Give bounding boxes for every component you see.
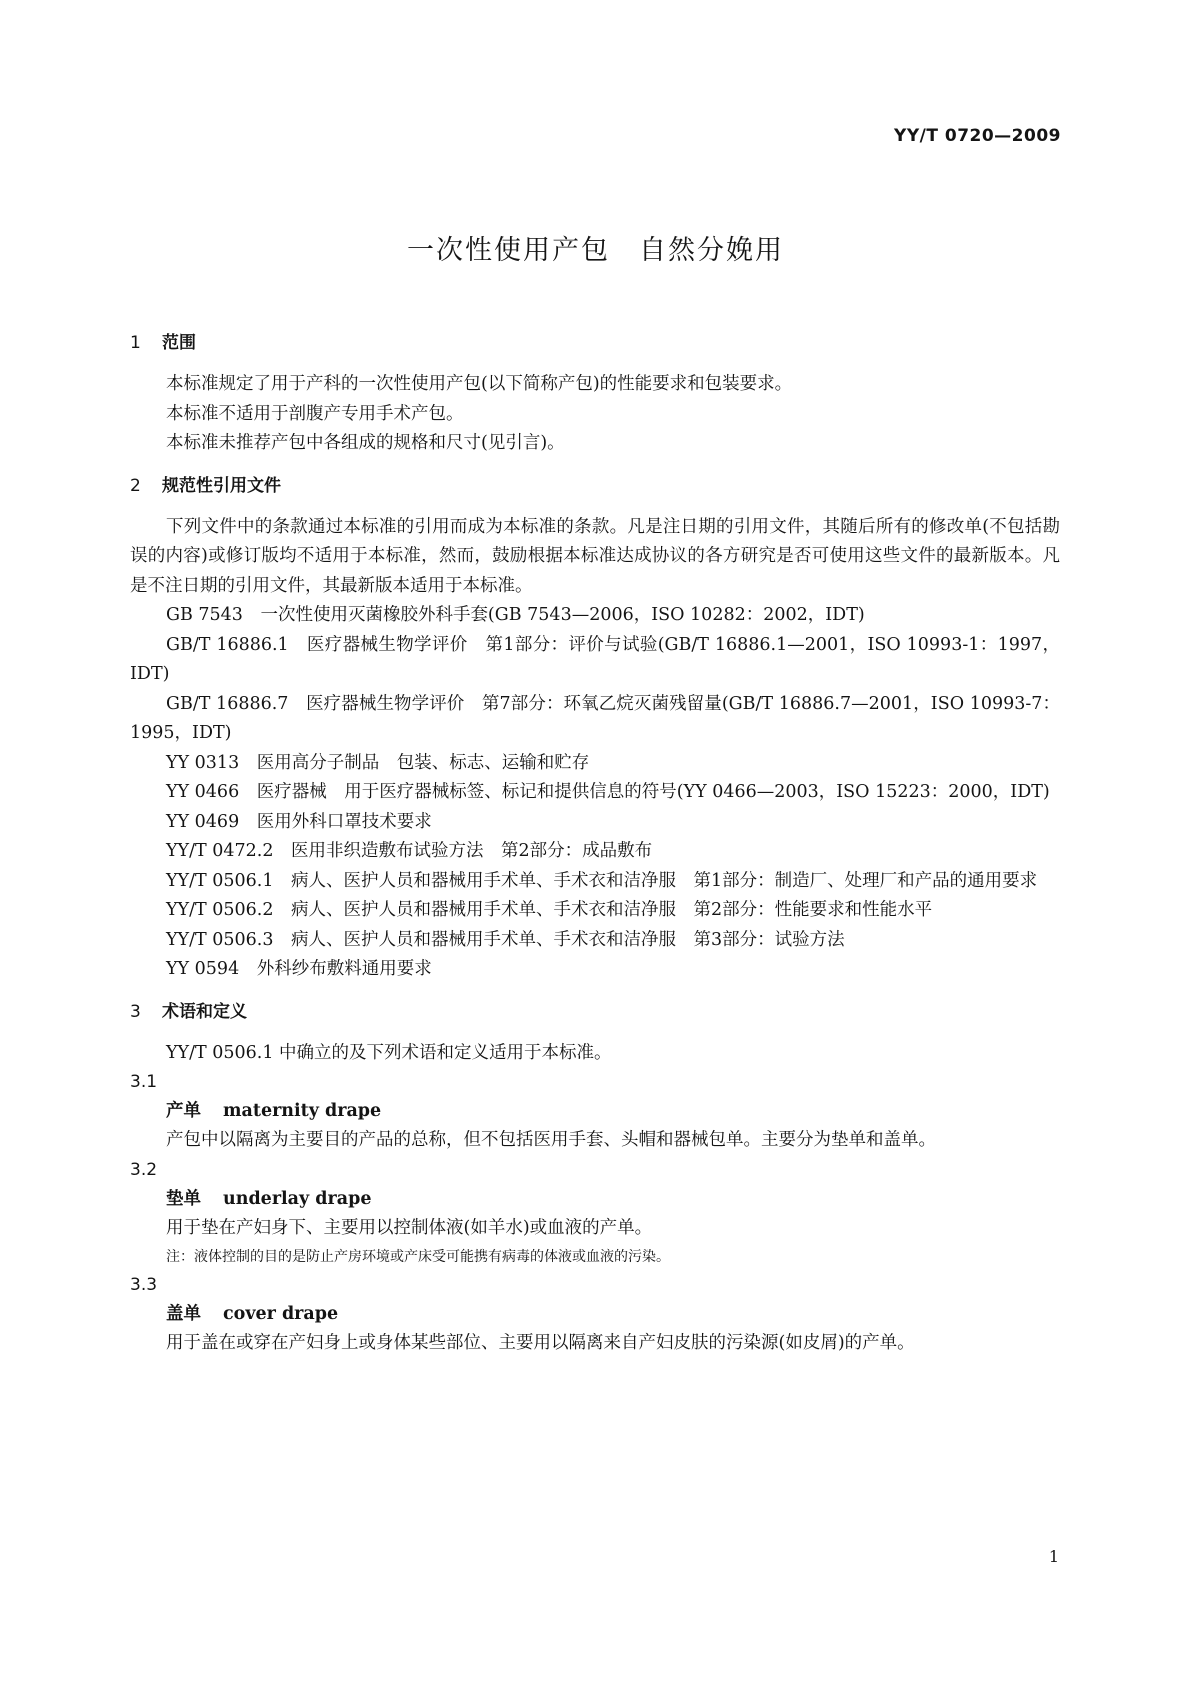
term-en: maternity drape [223, 1101, 382, 1121]
reference-entry: GB/T 16886.7 医疗器械生物学评价 第7部分：环氧乙烷灭菌残留量(GB/T 16886.7—2001，ISO 10993-7：1995，IDT) [130, 693, 1060, 743]
section-number: 3 [130, 1001, 141, 1022]
reference-entry: YY/T 0506.2 病人、医护人员和器械用手术单、手术衣和洁净服 第2部分：性能要求和性能水平 [166, 900, 933, 920]
section-number: 1 [130, 333, 141, 353]
page-number: 1 [1048, 1547, 1059, 1566]
section-heading-terms [130, 999, 1060, 1025]
clause-number: 3.1 [130, 1072, 158, 1092]
reference-entry: YY/T 0506.1 病人、医护人员和器械用手术单、手术衣和洁净服 第1部分：制造厂、处理厂和产品的通用要求 [166, 870, 1038, 891]
reference-entry: YY 0469 医用外科口罩技术要求 [166, 811, 432, 832]
section-heading-normative-references [130, 473, 1060, 499]
section-body-normative-references [130, 513, 1060, 985]
paragraph: 本标准不适用于剖腹产专用手术产包。 [166, 403, 464, 424]
paragraph: 本标准规定了用于产科的一次性使用产包(以下简称产包)的性能要求和包装要求。 [166, 374, 793, 394]
term-zh: 产单 [166, 1101, 201, 1121]
paragraph: 本标准未推荐产包中各组成的规格和尺寸(见引言)。 [166, 433, 565, 453]
section-body-scope [130, 370, 1060, 459]
paragraph: 下列文件中的条款通过本标准的引用而成为本标准的条款。凡是注日期的引用文件，其随后所有的修改单(不包括勘误的内容)或修订版均不适用于本标准，然而，鼓励根据本标准达成协议的各方研究是否可使用这些文件的最新版本。凡是不注日期的引用文件，其最新版本适用于本标准。 [130, 516, 1060, 596]
reference-entry: GB 7543 一次性使用灭菌橡胶外科手套(GB 7543—2006，ISO 10282：2002，IDT) [166, 605, 865, 625]
section-title: 范围 [162, 333, 196, 353]
term-zh: 垫单 [166, 1188, 201, 1209]
clause-number: 3.3 [130, 1275, 158, 1295]
document-title: 一次性使用产包 自然分娩用 [407, 235, 784, 266]
term-note: 注：液体控制的目的是防止产房环境或产床受可能携有病毒的体液或血液的污染。 [166, 1249, 670, 1265]
section-number: 2 [130, 475, 141, 496]
term-heading [130, 1300, 1060, 1329]
paragraph: YY/T 0506.1 中确立的及下列术语和定义适用于本标准。 [166, 1042, 612, 1063]
section-title: 术语和定义 [162, 1001, 247, 1022]
section-body-terms [130, 1039, 1060, 1359]
term-definition: 产包中以隔离为主要目的产品的总称，但不包括医用手套、头帽和器械包单。主要分为垫单和盖单。 [166, 1130, 936, 1150]
section-title: 规范性引用文件 [162, 475, 281, 496]
reference-entry: YY/T 0472.2 医用非织造敷布试验方法 第2部分：成品敷布 [166, 841, 653, 861]
reference-entry: YY 0313 医用高分子制品 包装、标志、运输和贮存 [166, 752, 590, 773]
term-zh: 盖单 [166, 1304, 201, 1324]
document-body [130, 330, 1060, 1359]
reference-entry: YY 0594 外科纱布敷料通用要求 [166, 959, 432, 979]
term-heading [130, 1097, 1060, 1126]
term-en: underlay drape [223, 1188, 372, 1209]
term-definition: 用于盖在或穿在产妇身上或身体某些部位、主要用以隔离来自产妇皮肤的污染源(如皮屑)的产单。 [166, 1333, 915, 1353]
term-definition: 用于垫在产妇身下、主要用以控制体液(如羊水)或血液的产单。 [166, 1217, 653, 1238]
term-heading [130, 1185, 1060, 1214]
clause-number: 3.2 [130, 1159, 158, 1180]
reference-entry: GB/T 16886.1 医疗器械生物学评价 第1部分：评价与试验(GB/T 16886.1—2001，ISO 10993-1：1997，IDT) [130, 634, 1060, 684]
reference-entry: YY/T 0506.3 病人、医护人员和器械用手术单、手术衣和洁净服 第3部分：试验方法 [166, 929, 845, 950]
term-en: cover drape [223, 1304, 339, 1324]
section-heading-scope [130, 330, 1060, 356]
standard-code: YY/T 0720—2009 [894, 126, 1061, 146]
reference-entry: YY 0466 医疗器械 用于医疗器械标签、标记和提供信息的符号(YY 0466—2003，ISO 15223：2000，IDT) [166, 782, 1050, 802]
